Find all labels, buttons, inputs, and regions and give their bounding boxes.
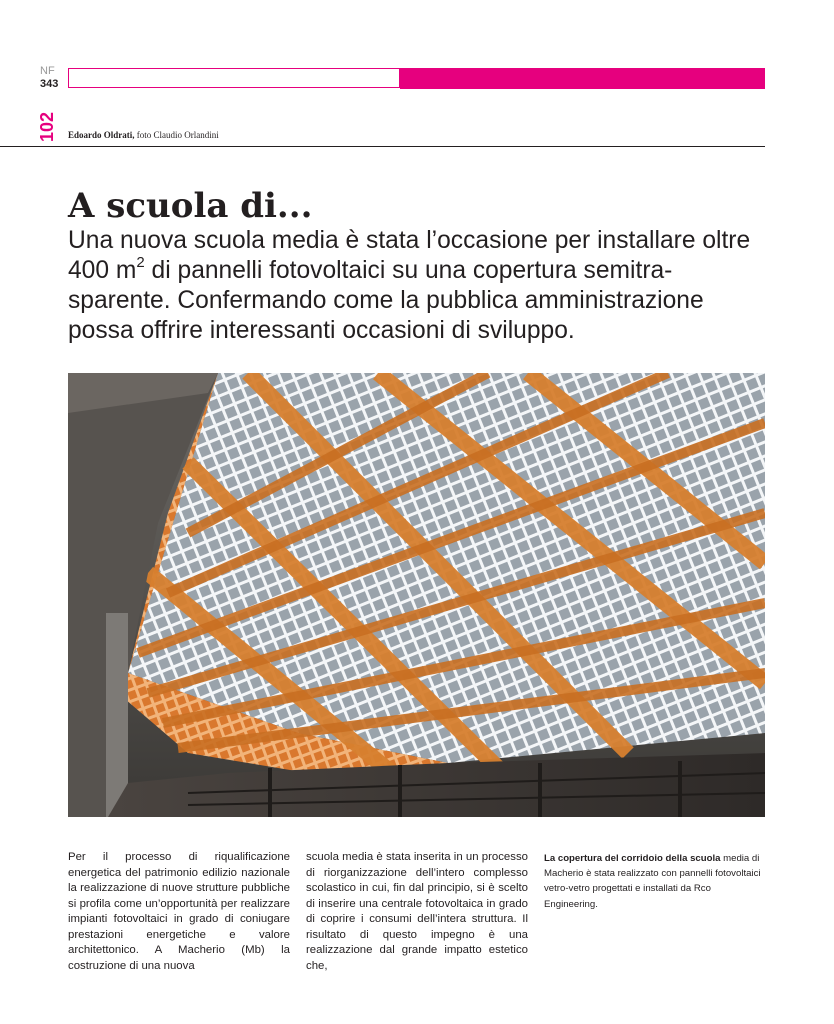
caption-text: media di Macherio è stata realizzato con pannelli fotovoltaici vetro-vetro progettati e installati da Rco Engineering. [544,853,761,910]
byline [68,130,219,140]
body-column-2: scuola media è stata inserita in un processo di riorganizzazione dell’intero complesso scolastico in cui, fin dal principio, si è scelto di inserire una centrale fotovoltaica in grado di coprire i consumi dell’intera struttura. Il risultato di questo impegno è una realizzazione dal grande impatto estetico che, [306,851,528,972]
body-column-1: Per il processo di riqualificazione energetica del patrimonio edilizio nazionale la realizzazione di nuove strutture pubbliche si profila come un’opportunità per realizzare impianti fotovoltaici in grado di coniugare prestazioni energetiche e valore architettonico. A Macherio (Mb) la costruzione di una nuova [68,851,290,972]
header-rule [0,146,765,147]
article-title: A scuola di... [68,186,313,226]
caption-lead: La copertura del corridoio della scuola [544,853,721,864]
subtitle-superscript: 2 [136,253,145,271]
author-name: Edoardo Oldrati, [68,130,135,140]
subtitle-text-end: di pannelli fotovoltaici su una copertura semitra-sparente. Confermando come la pubblica amministrazione possa offrire interessanti occasioni di sviluppo. [68,257,704,344]
article-photo [68,373,765,817]
article-subtitle [68,226,768,346]
photo-credit: foto Claudio Orlandini [134,130,219,140]
header-bar-fill [400,68,765,89]
magazine-label: NF [40,65,55,77]
page-number: 102 [37,111,57,142]
header-bar-outline [68,68,400,88]
subtitle-text-start: Una nuova scuola media è stata l’occasione per installare oltre 400 m [68,227,751,284]
photo-illustration [68,373,765,817]
issue-number: 343 [40,78,59,90]
photo-caption [544,851,765,912]
